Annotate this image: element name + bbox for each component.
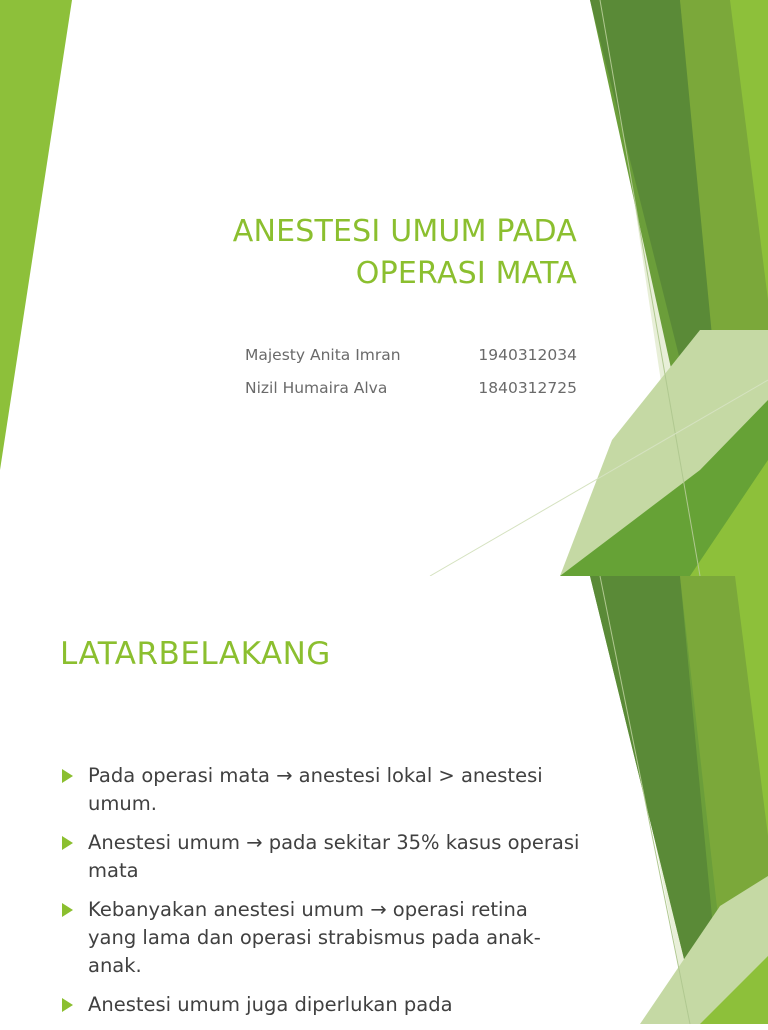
slide-title: ANESTESI UMUM PADA OPERASI MATA [232, 214, 577, 291]
bullet-item [60, 991, 580, 1019]
author-nim: 1940312034 [478, 346, 577, 364]
author-row [245, 346, 577, 368]
triangle-bullet-icon [62, 903, 73, 917]
bullet-text: Anestesi umum juga diperlukan pada [88, 993, 453, 1016]
triangle-bullet-icon [62, 998, 73, 1012]
bullet-text: Anestesi umum → pada sekitar 35% kasus operasi mata [88, 831, 580, 882]
author-name: Majesty Anita Imran [245, 346, 401, 364]
bullet-text: Pada operasi mata → anestesi lokal > anestesi umum. [88, 764, 543, 815]
slide-heading: LATARBELAKANG [60, 636, 331, 672]
bullet-item [60, 896, 580, 980]
author-name: Nizil Humaira Alva [245, 379, 388, 397]
author-nim: 1840312725 [478, 379, 577, 397]
bullet-text: Kebanyakan anestesi umum → operasi retina yang lama dan operasi strabismus pada anak-anak. [88, 898, 541, 977]
triangle-bullet-icon [62, 836, 73, 850]
triangle-bullet-icon [62, 769, 73, 783]
bullet-item [60, 829, 580, 885]
bullet-list [60, 762, 580, 1030]
bullet-item [60, 762, 580, 818]
author-row [245, 379, 577, 401]
